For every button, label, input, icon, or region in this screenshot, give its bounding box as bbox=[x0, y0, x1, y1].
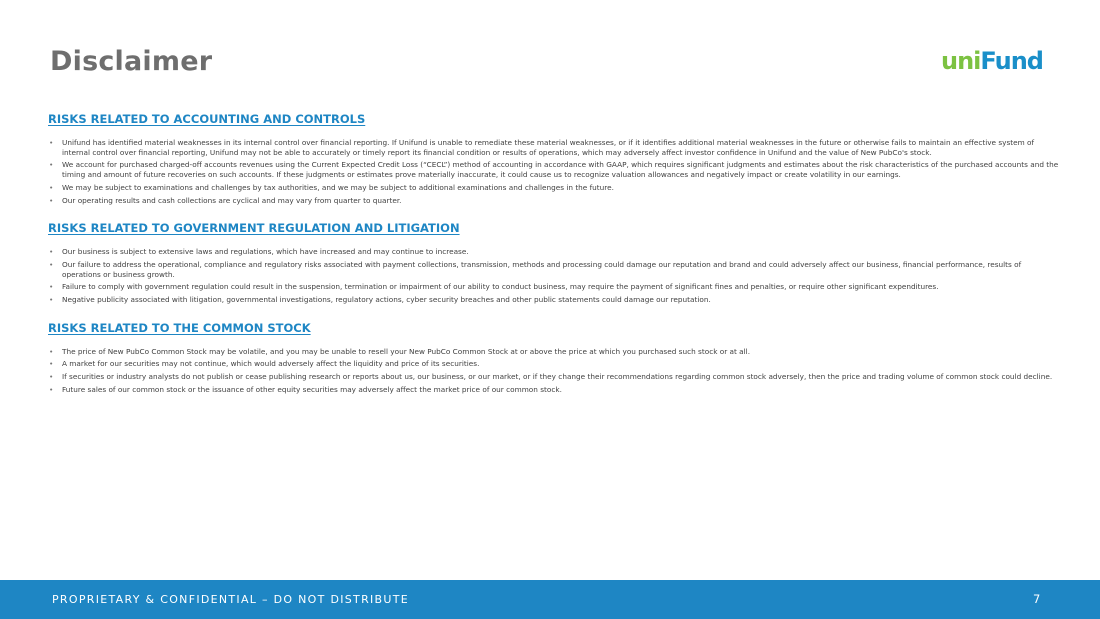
bullet-item: • We may be subject to examinations and challenges by tax authorities, and we may be subject to additional examinations and challenges in the future. bbox=[48, 183, 1060, 193]
section-government-regulation bbox=[48, 221, 1060, 305]
bullet-item: • Future sales of our common stock or the issuance of other equity securities may adversely affect the market price of our common stock. bbox=[48, 385, 1060, 395]
bullet-list bbox=[48, 138, 1060, 205]
bullet-item: • Our business is subject to extensive laws and regulations, which have increased and may continue to increase. bbox=[48, 247, 1060, 257]
section-common-stock bbox=[48, 321, 1060, 395]
bullet-item: • Our operating results and cash collections are cyclical and may vary from quarter to quarter. bbox=[48, 196, 1060, 206]
bullet-item: • Our failure to address the operational, compliance and regulatory risks associated with payment collections, transmission, methods and processing could damage our reputation and brand and could adversely affect our business, financial performance, results of operations or business growth. bbox=[48, 260, 1060, 279]
section-heading: RISKS RELATED TO GOVERNMENT REGULATION AND LITIGATION bbox=[48, 221, 460, 236]
page-title: Disclaimer bbox=[50, 46, 213, 77]
section-heading: RISKS RELATED TO ACCOUNTING AND CONTROLS bbox=[48, 112, 366, 126]
bullet-list bbox=[48, 347, 1060, 395]
bullet-item: • Failure to comply with government regulation could result in the suspension, termination or impairment of our ability to conduct business, may require the payment of significant fines and penalties, or require other significant expenditures. bbox=[48, 282, 1060, 292]
disclaimer-content bbox=[48, 112, 1060, 411]
confidentiality-notice: PROPRIETARY & CONFIDENTIAL – DO NOT DISTRIBUTE bbox=[52, 593, 410, 606]
bullet-item: • If securities or industry analysts do not publish or cease publishing research or reports about us, our business, or our market, or if they change their recommendations regarding common stock adversely, then the price and trading volume of common stock could decline. bbox=[48, 372, 1060, 382]
page-number: 7 bbox=[1033, 592, 1041, 606]
bullet-list bbox=[48, 247, 1060, 305]
section-heading: RISKS RELATED TO THE COMMON STOCK bbox=[48, 320, 311, 335]
bullet-item: • Negative publicity associated with litigation, governmental investigations, regulatory actions, cyber security breaches and other public statements could damage our reputation. bbox=[48, 295, 1060, 305]
footer-bar bbox=[0, 580, 1100, 619]
bullet-item: • We account for purchased charged-off accounts revenues using the Current Expected Credit Loss (“CECL”) method of accounting in accordance with GAAP, which requires significant judgments and estimates about the risk characteristics of the purchased accounts and the timing and amount of future recoveries on such accounts. If these judgments or estimates prove materially inaccurate, it could cause us to recognize valuation allowances and negatively impact or create volatility in our earnings. bbox=[48, 160, 1060, 179]
bullet-item: • A market for our securities may not continue, which would adversely affect the liquidity and price of its securities. bbox=[48, 359, 1060, 369]
bullet-item: • Unifund has identified material weaknesses in its internal control over financial reporting. If Unifund is unable to remediate these material weaknesses, or if it identifies additional material weaknesses in the future or otherwise fails to maintain an effective system of internal control over financial reporting, Unifund may not be able to accurately or timely report its financial condition or results of operations, which may adversely affect investor confidence in Unifund and the value of New PubCo's stock. bbox=[48, 138, 1060, 157]
bullet-item: • The price of New PubCo Common Stock may be volatile, and you may be unable to resell your New PubCo Common Stock at or above the price at which you purchased such stock or at all. bbox=[48, 347, 1060, 357]
logo-text-fund: Fund bbox=[980, 47, 1043, 75]
unifund-logo bbox=[941, 47, 1043, 75]
section-accounting-controls bbox=[48, 112, 1060, 205]
logo-text-uni: uni bbox=[941, 47, 981, 75]
